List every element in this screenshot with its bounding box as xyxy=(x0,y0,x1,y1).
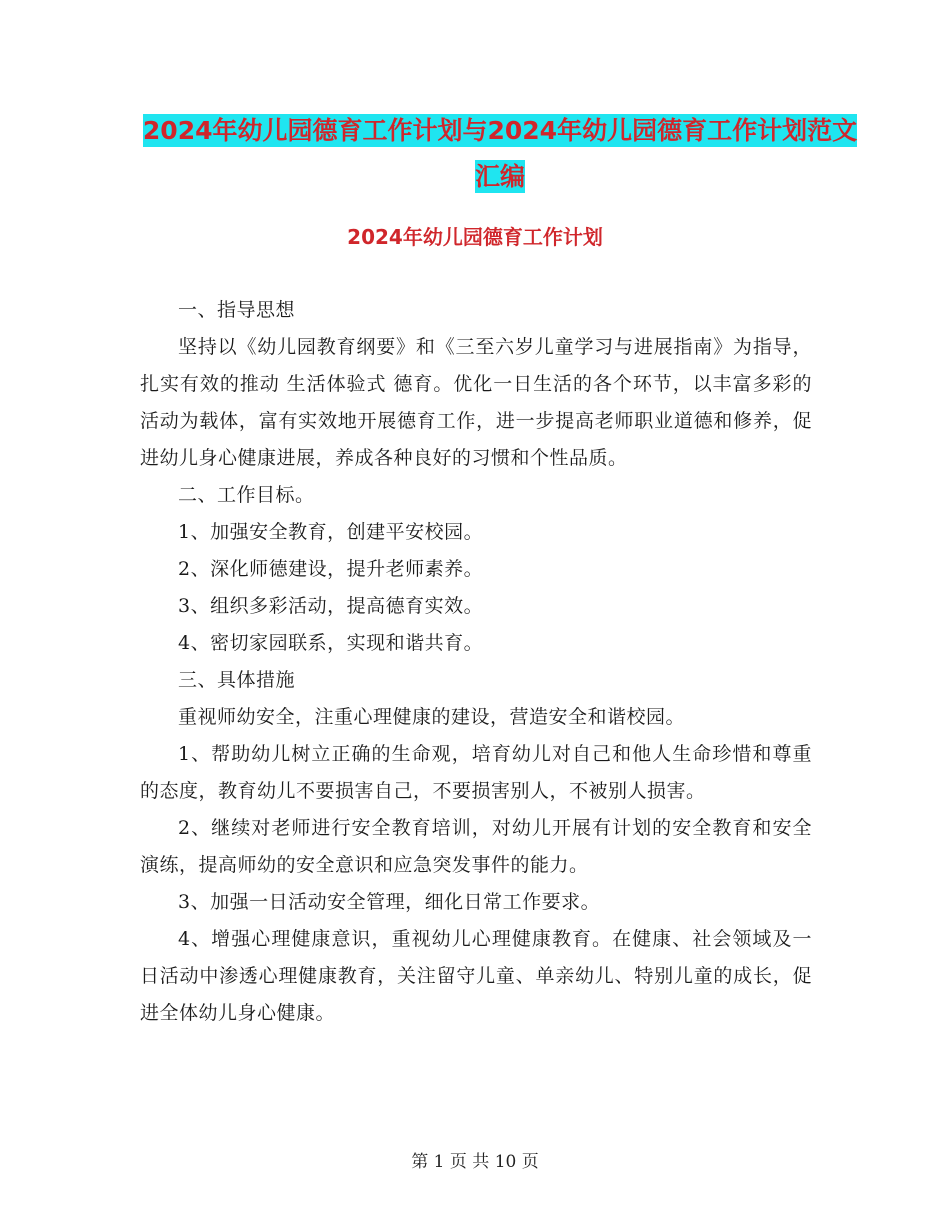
document-body xyxy=(140,292,812,1032)
heading-work-goals: 二、工作目标。 xyxy=(178,484,315,506)
goal-item-1: 1、加强安全教育，创建平安校园。 xyxy=(178,521,484,543)
paragraph-safety-intro: 重视师幼安全，注重心理健康的建设，营造安全和谐校园。 xyxy=(178,706,686,728)
page-number-footer: 第 1 页 共 10 页 xyxy=(411,1152,539,1172)
measure-item-4: 4、增强心理健康意识，重视幼儿心理健康教育。在健康、社会领域及一日活动中渗透心理健康教育，关注留守儿童、单亲幼儿、特别儿童的成长，促进全体幼儿身心健康。 xyxy=(140,928,812,1024)
measure-item-2: 2、继续对老师进行安全教育培训，对幼儿开展有计划的安全教育和安全演练，提高师幼的安全意识和应急突发事件的能力。 xyxy=(140,817,812,876)
paragraph-guiding-principle: 坚持以《幼儿园教育纲要》和《三至六岁儿童学习与进展指南》为指导，扎实有效的推动 生活体验式 德育。优化一日生活的各个环节，以丰富多彩的活动为载体，富有实效地开展德育工作，进一步提高老师职业道德和修养，促进幼儿身心健康进展，养成各种良好的习惯和个性品质。 xyxy=(140,336,812,469)
document-title-text: 2024年幼儿园德育工作计划与2024年幼儿园德育工作计划范文汇编 xyxy=(142,116,858,191)
heading-specific-measures: 三、具体措施 xyxy=(178,669,296,691)
goal-item-3: 3、组织多彩活动，提高德育实效。 xyxy=(178,595,484,617)
goal-item-2: 2、深化师德建设，提升老师素养。 xyxy=(178,558,484,580)
section-title: 2024年幼儿园德育工作计划 xyxy=(347,225,603,249)
document-title xyxy=(140,108,860,200)
measure-item-3: 3、加强一日活动安全管理，细化日常工作要求。 xyxy=(178,891,601,913)
heading-guiding-principle: 一、指导思想 xyxy=(178,299,296,321)
goal-item-4: 4、密切家园联系，实现和谐共育。 xyxy=(178,632,484,654)
measure-item-1: 1、帮助幼儿树立正确的生命观，培育幼儿对自己和他人生命珍惜和尊重的态度，教育幼儿不要损害自己，不要损害别人，不被别人损害。 xyxy=(140,743,812,802)
